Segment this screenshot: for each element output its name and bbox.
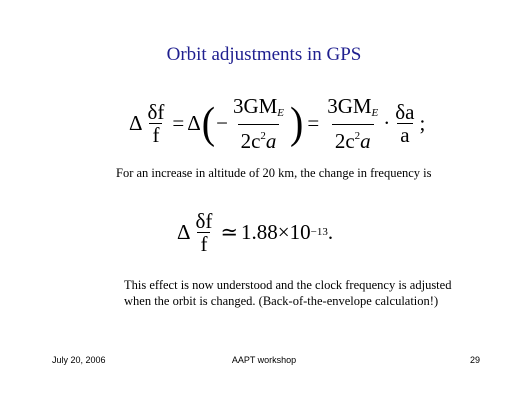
fraction-potential xyxy=(230,95,287,152)
delta-symbol: Δ xyxy=(129,110,143,135)
fraction-denominator: $2c^2a$ xyxy=(332,124,374,152)
fraction-numerator: δf xyxy=(195,208,213,233)
footer-page-number: 29 xyxy=(469,355,480,365)
fraction-coefficient xyxy=(324,95,381,152)
semicolon: ; xyxy=(419,110,426,135)
fraction-delta-a-over-a xyxy=(392,101,417,146)
slide-title: Orbit adjustments in GPS xyxy=(166,44,362,65)
fraction-numerator: δa xyxy=(395,99,415,124)
paragraph-line-1: This effect is now understood and the clock frequency is adjusted xyxy=(124,278,452,292)
fraction-numerator: $3GM_E$ xyxy=(327,93,379,119)
sentence-altitude: For an increase in altitude of 20 km, the change in frequency is xyxy=(116,166,432,180)
approx-sign: ≃ xyxy=(220,219,239,244)
footer-event: AAPT workshop xyxy=(231,355,297,365)
minus-sign: − xyxy=(216,110,228,135)
fraction-delta-f-over-f xyxy=(193,210,216,255)
fraction-denominator: a xyxy=(397,123,412,146)
result-exponent: −13 xyxy=(310,226,328,238)
multiplication-dot: · xyxy=(383,110,391,135)
paragraph-line-2: when the orbit is changed. (Back-of-the-envelope calculation!) xyxy=(124,294,439,308)
footer-date: July 20, 2006 xyxy=(52,355,106,365)
fraction-denominator: $2c^2a$ xyxy=(238,124,280,152)
fraction-numerator: $3GM_E$ xyxy=(232,93,285,119)
left-paren: ( xyxy=(201,97,216,148)
fraction-denominator: f xyxy=(197,232,210,255)
fraction-denominator: f xyxy=(149,123,162,146)
delta-symbol: Δ xyxy=(187,110,201,135)
fraction-delta-f-over-f xyxy=(145,101,168,146)
equation-result xyxy=(177,207,333,257)
period: . xyxy=(327,219,334,244)
equals-sign: = xyxy=(172,110,185,135)
equals-sign: = xyxy=(307,110,320,135)
equation-frequency-shift xyxy=(129,93,426,153)
delta-symbol: Δ xyxy=(177,219,191,244)
right-paren: ) xyxy=(290,97,304,148)
result-value: 1.88×10 xyxy=(241,219,311,244)
fraction-numerator: δf xyxy=(147,99,165,124)
